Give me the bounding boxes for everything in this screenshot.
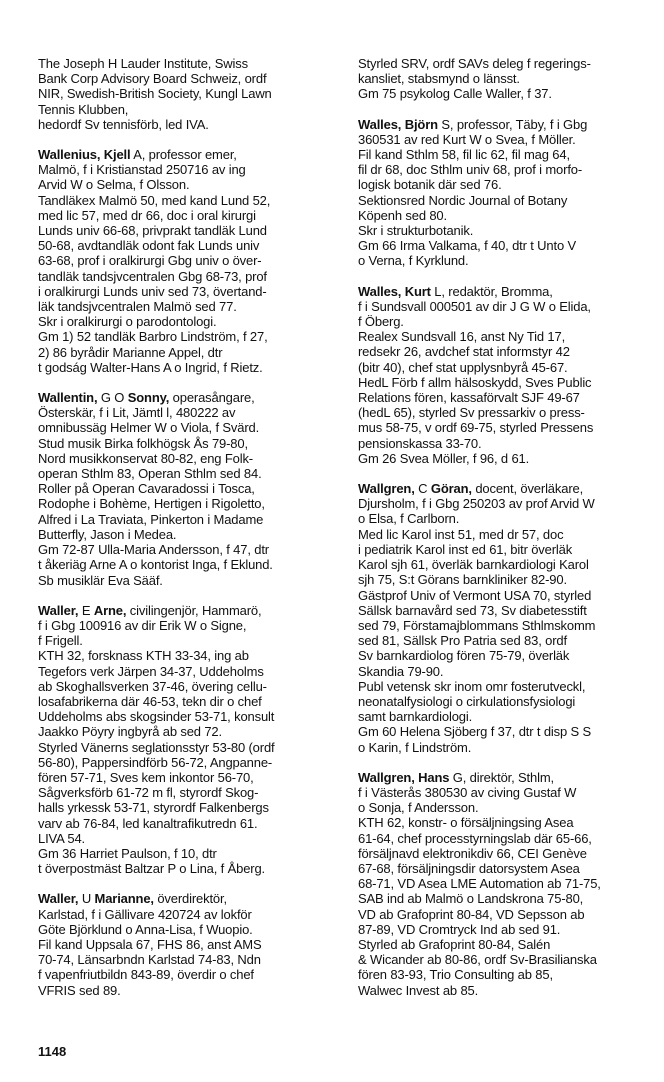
text-line: [38, 102, 338, 117]
entry-text: Sb musiklär Eva Sääf.: [38, 572, 163, 588]
text-line: [38, 481, 338, 496]
entry-text: f Öberg.: [358, 314, 404, 330]
entry-text: o Sonja, f Andersson.: [358, 800, 479, 816]
entry-text: 56-80), Pappersindförb 56-72, Angpanne-: [38, 754, 273, 770]
biography-entry: [38, 390, 338, 588]
text-line: [358, 542, 654, 557]
entry-name: Walles, Björn: [358, 116, 438, 132]
text-line: [358, 922, 654, 937]
text-line: [38, 694, 338, 709]
text-line: [38, 907, 338, 922]
biography-entry: [38, 891, 338, 997]
text-line: [358, 71, 654, 86]
entry-text: 2) 86 byrådir Marianne Appel, dtr: [38, 344, 223, 360]
entry-text: Stud musik Birka folkhögsk Ås 79-80,: [38, 435, 248, 451]
text-line: [38, 664, 338, 679]
entry-text: mus 58-75, v ordf 69-75, styrled Pressens: [358, 420, 594, 436]
text-line: [38, 831, 338, 846]
entry-text: neonatalfysiologi o cirkulationsfysiologi: [358, 693, 576, 709]
biography-entry: [358, 284, 654, 466]
entry-text: redsekr 26, avdchef stat informstyr 42: [358, 344, 570, 360]
entry-text: samt barnkardiologi.: [358, 709, 473, 725]
entry-text: i pediatrik Karol inst ed 61, bitr överläk: [358, 541, 573, 557]
text-line: [38, 405, 338, 420]
entry-text: överdirektör,: [153, 891, 227, 907]
text-line: [38, 451, 338, 466]
text-line: [358, 967, 654, 982]
entry-text: f Frigell.: [38, 633, 83, 649]
text-line: [358, 147, 654, 162]
entry-text: LIVA 54.: [38, 830, 85, 846]
entry-text: 68-71, VD Asea LME Automation ab 71-75,: [358, 876, 601, 892]
entry-text: 67-68, försäljningsdir datorsystem Asea: [358, 860, 580, 876]
entry-text: The Joseph H Lauder Institute, Swiss: [38, 56, 248, 71]
text-line: [38, 496, 338, 511]
text-line: [358, 815, 654, 830]
text-line: [358, 511, 654, 526]
biography-entry: [358, 770, 654, 998]
entry-text: KTH 62, konstr- o försäljningsing Asea: [358, 815, 574, 831]
text-line: [38, 891, 338, 906]
entry-text: Nord musikkonservat 80-82, eng Folk-: [38, 450, 253, 466]
text-line: [38, 755, 338, 770]
text-line: [358, 436, 654, 451]
right-column: [358, 56, 654, 1013]
entry-text: Relations fören, kassaförvalt SJF 49-67: [358, 390, 580, 406]
entry-text: Österskär, f i Lit, Jämtl l, 480222 av: [38, 405, 236, 421]
text-line: [358, 983, 654, 998]
text-line: [358, 588, 654, 603]
text-line: [38, 56, 338, 71]
entry-text: Publ vetensk skr inom omr fosterutveckl,: [358, 678, 586, 694]
text-line: [358, 527, 654, 542]
entry-text: E: [78, 602, 94, 618]
text-line: [358, 56, 654, 71]
text-line: [358, 709, 654, 724]
text-line: [38, 740, 338, 755]
entry-text: Malmö, f i Kristianstad 250716 av ing: [38, 162, 246, 178]
text-line: [358, 557, 654, 572]
entry-text: 50-68, avdtandläk odont fak Lunds univ: [38, 238, 260, 254]
text-line: [358, 132, 654, 147]
biography-entry: [38, 56, 338, 132]
entry-text: Tegefors verk Järpen 34-37, Uddeholms: [38, 663, 264, 679]
entry-text: läk tandsjvcentralen Malmö sed 77.: [38, 299, 237, 315]
entry-text: 70-74, Länsarbndn Karlstad 74-83, Ndn: [38, 952, 261, 968]
entry-text: L, redaktör, Bromma,: [430, 283, 553, 299]
entry-text: Sågverksförb 61-72 m fl, styrordf Skog-: [38, 785, 259, 801]
text-line: [358, 603, 654, 618]
entry-text: (bitr 40), chef stat upplysnbyrå 45-67.: [358, 359, 568, 375]
text-line: [358, 724, 654, 739]
text-line: [358, 679, 654, 694]
entry-text: hedordf Sv tennisförb, led IVA.: [38, 116, 209, 132]
text-line: [358, 223, 654, 238]
text-line: [358, 86, 654, 101]
text-line: [38, 983, 338, 998]
text-line: [38, 177, 338, 192]
entry-text: fören 57-71, Sves kem inkontor 56-70,: [38, 769, 254, 785]
text-line: [38, 420, 338, 435]
entry-text: Köpenh sed 80.: [358, 207, 447, 223]
entry-text: C: [414, 481, 431, 497]
entry-text: civilingenjör, Hammarö,: [126, 602, 262, 618]
entry-text: t åkeriäg Arne A o kontorist Inga, f Eklund.: [38, 557, 273, 573]
entry-text: Styrled ab Grafoprint 80-84, Salén: [358, 936, 551, 952]
text-line: [358, 907, 654, 922]
entry-text: Sällsk barnavård sed 73, Sv diabetesstift: [358, 602, 587, 618]
text-line: [358, 420, 654, 435]
entry-name: Wallenius, Kjell: [38, 147, 131, 163]
entry-text: Tandläkex Malmö 50, med kand Lund 52,: [38, 192, 271, 208]
text-line: [38, 147, 338, 162]
entry-text: f vapenfriutbildn 843-89, överdir o chef: [38, 967, 254, 983]
entry-name: Sonny,: [127, 390, 170, 406]
entry-text: VD ab Grafoprint 80-84, VD Sepsson ab: [358, 906, 585, 922]
entry-text: Lunds univ 66-68, privprakt tandläk Lund: [38, 223, 267, 239]
entry-text: losafabrikerna där 46-53, tekn dir o chef: [38, 693, 262, 709]
entry-text: o Elsa, f Carlborn.: [358, 511, 460, 527]
text-line: [38, 557, 338, 572]
text-line: [358, 193, 654, 208]
text-line: [38, 512, 338, 527]
text-line: [38, 861, 338, 876]
entry-text: pensionskassa 33-70.: [358, 435, 482, 451]
text-line: [358, 831, 654, 846]
text-line: [358, 891, 654, 906]
text-line: [358, 117, 654, 132]
text-line: [358, 253, 654, 268]
text-line: [38, 345, 338, 360]
entry-text: Gm 26 Svea Möller, f 96, d 61.: [358, 450, 530, 466]
entry-text: sed 81, Sällsk Pro Patria sed 83, ordf: [358, 633, 567, 649]
entry-text: 61-64, chef processtyrningslab där 65-66,: [358, 830, 592, 846]
text-line: [38, 238, 338, 253]
entry-text: Sektionsred Nordic Journal of Botany: [358, 192, 568, 208]
text-line: [358, 360, 654, 375]
text-line: [358, 800, 654, 815]
entry-text: Göte Björklund o Anna-Lisa, f Wuopio.: [38, 921, 253, 937]
entry-text: Skandia 79-90.: [358, 663, 444, 679]
entry-text: fören 83-93, Trio Consulting ab 85,: [358, 967, 553, 983]
text-line: [38, 724, 338, 739]
entry-text: SAB ind ab Malmö o Landskrona 75-80,: [358, 891, 584, 907]
entry-name: Wallgren,: [358, 481, 415, 497]
entry-text: Karlstad, f i Gällivare 420724 av lokför: [38, 906, 252, 922]
entry-text: f i Sundsvall 000501 av dir J G W o Elida,: [358, 298, 591, 314]
text-line: [358, 694, 654, 709]
entry-text: Skr i strukturbotanik.: [358, 223, 474, 239]
entry-text: Fil kand Sthlm 58, fil lic 62, fil mag 64,: [358, 147, 570, 163]
entry-text: 360531 av red Kurt W o Svea, f Möller.: [358, 131, 576, 147]
text-line: [38, 253, 338, 268]
entry-text: Djursholm, f i Gbg 250203 av prof Arvid W: [358, 496, 595, 512]
text-line: [358, 572, 654, 587]
entry-text: Gm 72-87 Ulla-Maria Andersson, f 47, dtr: [38, 542, 269, 558]
text-line: [358, 952, 654, 967]
entry-text: Realex Sundsvall 16, anst Ny Tid 17,: [358, 329, 566, 345]
entry-name: Walles, Kurt: [358, 283, 431, 299]
text-line: [38, 329, 338, 344]
entry-text: 63-68, prof i oralkirurgi Gbg univ o över-: [38, 253, 262, 269]
entry-text: Bank Corp Advisory Board Schweiz, ordf: [38, 71, 267, 87]
entry-text: tandläk tandsjvcentralen Gbg 68-73, prof: [38, 268, 267, 284]
text-line: [38, 314, 338, 329]
entry-text: Butterfly, Jason i Medea.: [38, 526, 177, 542]
text-line: [358, 299, 654, 314]
entry-name: Arne,: [93, 602, 127, 618]
entry-text: (hedL 65), styrled Sv pressarkiv o press-: [358, 405, 585, 421]
entry-name: Wallentin,: [38, 390, 98, 406]
text-line: [38, 86, 338, 101]
biography-entry: [358, 56, 654, 102]
text-line: [358, 208, 654, 223]
entry-name: Göran,: [430, 481, 472, 497]
text-line: [38, 618, 338, 633]
text-line: [358, 481, 654, 496]
entry-text: HedL Förb f allm hälsoskydd, Sves Public: [358, 374, 592, 390]
entry-text: G O: [97, 390, 128, 406]
entry-text: 87-89, VD Cromtryck Ind ab sed 91.: [358, 921, 561, 937]
entry-text: logisk botanik där sed 76.: [358, 177, 502, 193]
entry-text: ab Skoghallsverken 37-46, övering cellu-: [38, 678, 267, 694]
text-line: [38, 360, 338, 375]
entry-text: t godság Walter-Hans A o Ingrid, f Rietz.: [38, 359, 263, 375]
text-line: [358, 633, 654, 648]
entry-text: NIR, Swedish-British Society, Kungl Lawn: [38, 86, 272, 102]
text-line: [38, 709, 338, 724]
entry-text: Arvid W o Selma, f Olsson.: [38, 177, 190, 193]
entry-name: Marianne,: [94, 891, 154, 907]
entry-name: Wallgren, Hans: [358, 769, 450, 785]
entry-text: Uddeholms abs skogsinder 53-71, konsult: [38, 709, 275, 725]
text-line: [38, 117, 338, 132]
entry-text: omnibussäg Helmer W o Viola, f Svärd.: [38, 420, 260, 436]
entry-text: Gm 66 Irma Valkama, f 40, dtr t Unto V: [358, 238, 577, 254]
entry-text: Med lic Karol inst 51, med dr 57, doc: [358, 526, 564, 542]
entry-text: Styrled SRV, ordf SAVs deleg f regerings-: [358, 56, 591, 71]
entry-text: sjh 75, S:t Görans barnkliniker 82-90.: [358, 572, 567, 588]
text-line: [38, 922, 338, 937]
text-line: [358, 284, 654, 299]
text-line: [38, 193, 338, 208]
text-line: [38, 633, 338, 648]
entry-text: Gästprof Univ of Vermont USA 70, styrled: [358, 587, 592, 603]
entry-text: KTH 32, forsknass KTH 33-34, ing ab: [38, 648, 249, 664]
biography-entry: [358, 481, 654, 755]
entry-text: VFRIS sed 89.: [38, 982, 121, 998]
text-line: [38, 603, 338, 618]
biography-entry: [358, 117, 654, 269]
entry-text: docent, överläkare,: [471, 481, 584, 497]
entry-text: f i Gbg 100916 av dir Erik W o Signe,: [38, 617, 247, 633]
text-line: [38, 573, 338, 588]
entry-text: Styrled Vänerns seglationsstyr 53-80 (ordf: [38, 739, 275, 755]
text-line: [358, 405, 654, 420]
entry-name: Waller,: [38, 891, 79, 907]
text-line: [38, 542, 338, 557]
text-line: [38, 71, 338, 86]
text-line: [38, 223, 338, 238]
entry-text: & Wicander ab 80-86, ordf Sv-Brasilianska: [358, 952, 597, 968]
entry-text: o Karin, f Lindström.: [358, 739, 472, 755]
entry-text: Roller på Operan Cavaradossi i Tosca,: [38, 481, 255, 497]
entry-name: Waller,: [38, 602, 79, 618]
entry-text: Gm 36 Harriet Paulson, f 10, dtr: [38, 845, 217, 861]
text-line: [38, 937, 338, 952]
entry-text: Tennis Klubben,: [38, 101, 129, 117]
entry-text: halls yrkessk 53-71, styrordf Falkenbergs: [38, 800, 269, 816]
entry-text: S, professor, Täby, f i Gbg: [437, 116, 588, 132]
text-line: [358, 177, 654, 192]
text-line: [38, 299, 338, 314]
entry-text: Alfred i La Traviata, Pinkerton i Madame: [38, 511, 264, 527]
text-line: [38, 846, 338, 861]
entry-text: operasångare,: [169, 390, 255, 406]
entry-text: Rodophe i Bohème, Hertigen i Rigoletto,: [38, 496, 265, 512]
entry-text: i oralkirurgi Lunds univ sed 73, övertand-: [38, 283, 267, 299]
entry-text: operan Sthlm 83, Operan Sthlm sed 84.: [38, 466, 262, 482]
text-line: [358, 451, 654, 466]
text-line: [38, 679, 338, 694]
text-line: [38, 967, 338, 982]
entry-text: U: [78, 891, 95, 907]
text-line: [38, 162, 338, 177]
text-line: [358, 846, 654, 861]
text-line: [358, 375, 654, 390]
entry-text: Jaakko Pöyry ingbyrå ab sed 72.: [38, 724, 222, 740]
text-line: [358, 314, 654, 329]
entry-text: varv ab 76-84, led kanaltrafikutredn 61.: [38, 815, 258, 831]
text-line: [358, 390, 654, 405]
text-line: [358, 162, 654, 177]
text-line: [358, 740, 654, 755]
entry-text: o Verna, f Kyrklund.: [358, 253, 469, 269]
text-line: [358, 876, 654, 891]
text-line: [38, 770, 338, 785]
entry-text: med lic 57, med dr 66, doc i oral kirurgi: [38, 207, 256, 223]
entry-text: Gm 60 Helena Sjöberg f 37, dtr t disp S S: [358, 724, 592, 740]
text-line: [38, 390, 338, 405]
entry-text: Skr i oralkirurgi o parodontologi.: [38, 314, 217, 330]
text-line: [358, 785, 654, 800]
text-line: [358, 496, 654, 511]
entry-text: Walwec Invest ab 85.: [358, 982, 479, 998]
text-line: [38, 436, 338, 451]
text-line: [358, 238, 654, 253]
text-line: [38, 208, 338, 223]
entry-text: Gm 1) 52 tandläk Barbro Lindström, f 27,: [38, 329, 268, 345]
entry-text: f i Västerås 380530 av civing Gustaf W: [358, 784, 577, 800]
text-line: [38, 527, 338, 542]
page-number: 1148: [38, 1044, 67, 1059]
text-line: [38, 648, 338, 663]
text-line: [38, 269, 338, 284]
entry-text: fil dr 68, doc Sthlm univ 68, prof i morfo-: [358, 162, 583, 178]
entry-text: Sv barnkardiolog fören 75-79, överläk: [358, 648, 570, 664]
entry-text: t överpostmäst Baltzar P o Lina, f Åberg.: [38, 861, 266, 877]
text-line: [38, 816, 338, 831]
entry-text: Fil kand Uppsala 67, FHS 86, anst AMS: [38, 936, 262, 952]
entry-text: kansliet, stabsmynd o länsst.: [358, 71, 520, 87]
text-line: [38, 466, 338, 481]
entry-text: försäljnavd elektronikdiv 66, CEI Genève: [358, 845, 587, 861]
entry-text: G, direktör, Sthlm,: [449, 769, 554, 785]
text-line: [38, 952, 338, 967]
text-line: [38, 800, 338, 815]
text-line: [358, 618, 654, 633]
left-column: [38, 56, 338, 1013]
text-line: [358, 664, 654, 679]
text-line: [358, 770, 654, 785]
text-line: [358, 344, 654, 359]
biography-entry: [38, 603, 338, 877]
text-line: [358, 861, 654, 876]
entry-text: A, professor emer,: [130, 147, 237, 163]
text-line: [358, 329, 654, 344]
entry-text: sed 79, Förstamajblommans Sthlmskomm: [358, 617, 596, 633]
entry-text: Gm 75 psykolog Calle Waller, f 37.: [358, 86, 552, 102]
text-line: [358, 937, 654, 952]
text-line: [38, 284, 338, 299]
biography-entry: [38, 147, 338, 375]
text-line: [38, 785, 338, 800]
text-line: [358, 648, 654, 663]
entry-text: Karol sjh 61, överläk barnkardiologi Karol: [358, 557, 589, 573]
